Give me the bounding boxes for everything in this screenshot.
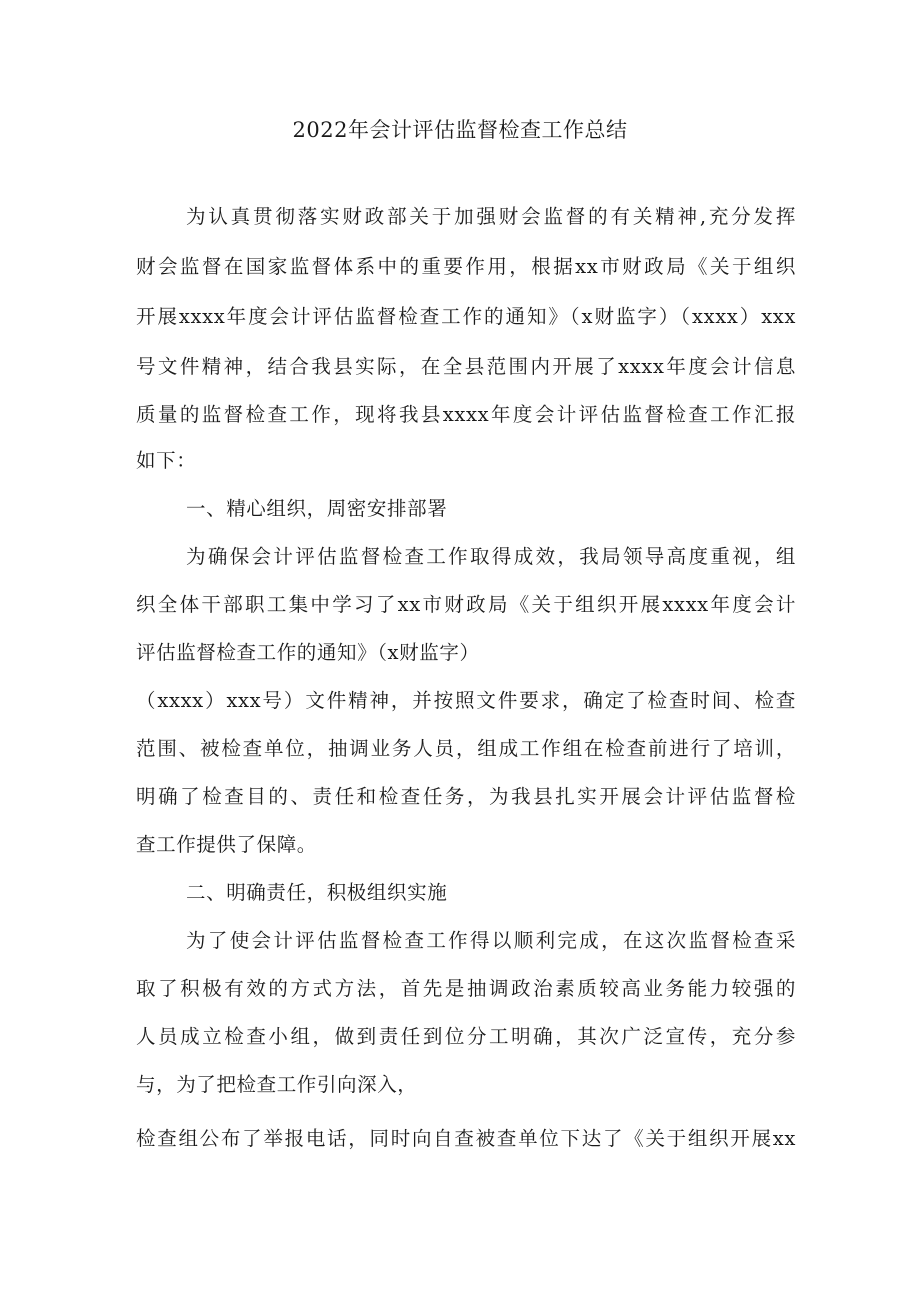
section-heading: 二、明确责任，积极组织实施 — [186, 881, 448, 904]
paragraph-line: 查工作提供了保障。 — [136, 833, 317, 856]
document-title: 2022年会计评估监督检查工作总结 — [292, 118, 628, 142]
paragraph-line: 财会监督在国家监督体系中的重要作用，根据xx市财政局《关于组织 — [136, 255, 796, 278]
paragraph-line: 为认真贯彻落实财政部关于加强财会监督的有关精神,充分发挥 — [186, 205, 796, 228]
paragraph-line: 织全体干部职工集中学习了xx市财政局《关于组织开展xxxx年度会计 — [136, 593, 796, 616]
paragraph-line: 如下： — [136, 449, 197, 472]
section-heading: 一、精心组织，周密安排部署 — [186, 497, 448, 520]
paragraph-line: 明确了检查目的、责任和检查任务，为我县扎实开展会计评估监督检 — [136, 785, 796, 808]
paragraph-line: 评估监督检查工作的通知》（x财监字） — [136, 641, 480, 664]
paragraph-line: 为了使会计评估监督检查工作得以顺利完成，在这次监督检查采 — [186, 929, 796, 952]
paragraph-line: 检查组公布了举报电话，同时向自查被查单位下达了《关于组织开展xx — [136, 1127, 796, 1150]
paragraph-line: 范围、被检查单位，抽调业务人员，组成工作组在检查前进行了培训， — [136, 737, 796, 760]
paragraph-line: 与，为了把检查工作引向深入， — [136, 1073, 418, 1096]
paragraph-line: 质量的监督检查工作，现将我县xxxx年度会计评估监督检查工作汇报 — [136, 403, 796, 426]
paragraph-line: 人员成立检查小组，做到责任到位分工明确，其次广泛宣传，充分参 — [136, 1025, 796, 1048]
paragraph-line: 开展xxxx年度会计评估监督检查工作的通知》（x财监字）（xxxx）xxx — [136, 305, 796, 328]
paragraph-line: 号文件精神，结合我县实际，在全县范围内开展了xxxx年度会计信息 — [136, 355, 796, 378]
paragraph-line: （xxxx）xxx号）文件精神，并按照文件要求，确定了检查时间、检查 — [136, 689, 796, 712]
paragraph-line: 取了积极有效的方式方法，首先是抽调政治素质较高业务能力较强的 — [136, 977, 796, 1000]
paragraph-line: 为确保会计评估监督检查工作取得成效，我局领导高度重视，组 — [186, 545, 796, 568]
